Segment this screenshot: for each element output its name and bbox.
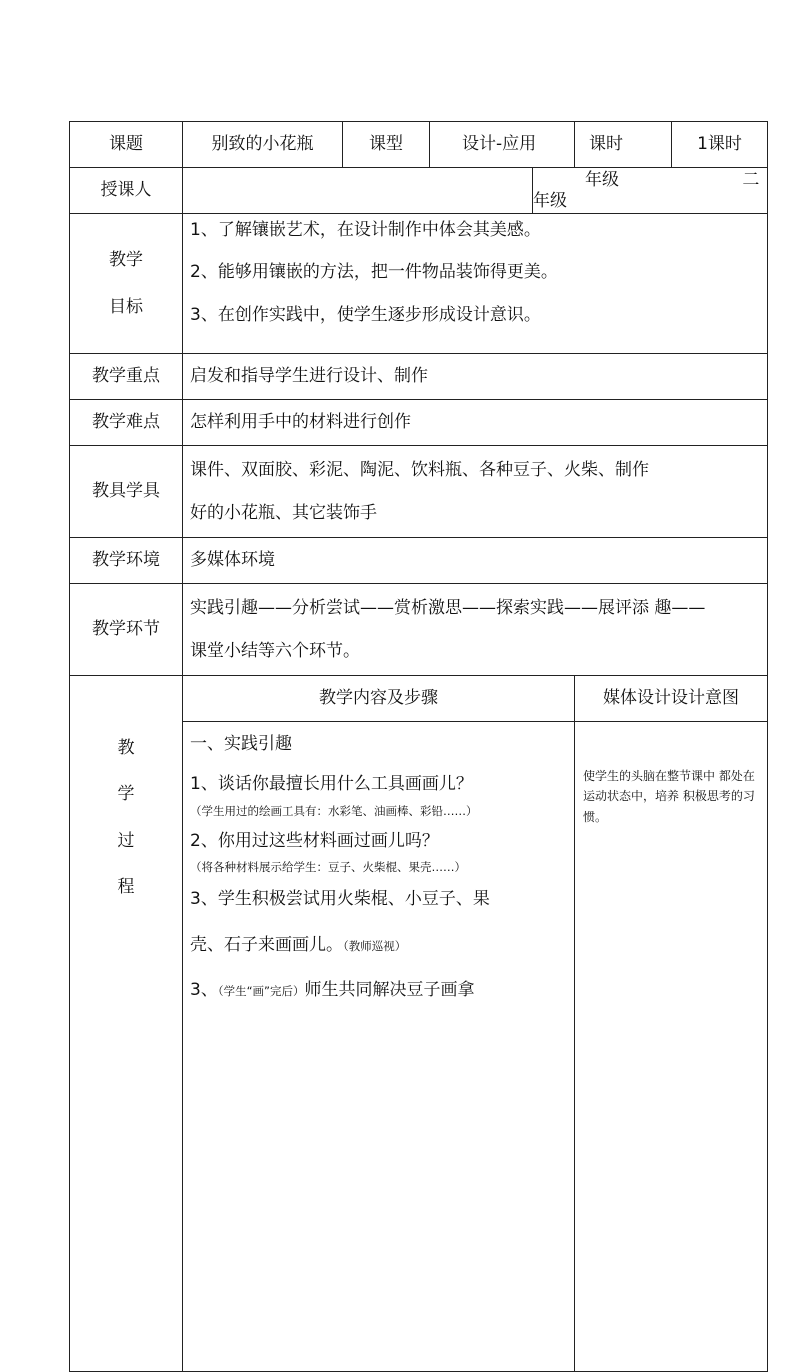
step-2-note: （将各种材料展示给学生：豆子、火柴棍、果壳……） <box>190 859 466 874</box>
step-1: 1、谈话你最擅长用什么工具画画儿？ <box>190 774 473 795</box>
step-2: 2、你用过这些材料画过画儿吗？ <box>190 830 439 851</box>
row-teacher <box>70 168 768 214</box>
goals-label-line-2: 目标 <box>109 296 143 317</box>
environment-value: 多媒体环境 <box>183 538 768 584</box>
media-note: 使学生的头脑在整节课中 都处在运动状态中，培养 积极思考的习惯。 <box>583 769 755 824</box>
process-label-char: 学 <box>117 784 135 805</box>
media-header: 媒体设计设计意图 <box>575 676 768 722</box>
type-label: 课型 <box>343 122 430 168</box>
difficulty-value: 怎样利用手中的材料进行创作 <box>183 400 768 446</box>
topic-label: 课题 <box>70 122 183 168</box>
stages-label: 教学环节 <box>70 584 183 676</box>
teacher-label: 授课人 <box>70 168 183 214</box>
step-4 <box>190 980 574 1000</box>
row-tools <box>70 446 768 538</box>
tools-line-2: 好的小花瓶、其它装饰手 <box>190 502 377 523</box>
process-content <box>183 722 575 1372</box>
row-topic <box>70 122 768 168</box>
media-cell <box>575 722 768 1372</box>
goal-item: 3、在创作实践中，使学生逐步形成设计意识。 <box>190 304 541 325</box>
process-label-char: 教 <box>117 738 135 758</box>
row-difficulty <box>70 400 768 446</box>
step-1-note: （学生用过的绘画工具有：水彩笔、油画棒、彩铅……） <box>190 803 478 818</box>
section-title: 一、实践引趣 <box>190 734 292 754</box>
stages-line-2: 课堂小结等六个环节。 <box>190 640 360 661</box>
period-label: 课时 <box>575 122 672 168</box>
step-4-text: 师生共同解决豆子画拿 <box>304 979 475 1000</box>
goals-label <box>70 214 183 354</box>
step-4-note: （学生“画”完后） <box>217 983 305 998</box>
grade-label: 年级 <box>585 170 619 191</box>
grade-value: 二年级 <box>533 170 760 211</box>
goal-item: 1、了解镶嵌艺术，在设计制作中体会其美感。 <box>190 220 541 240</box>
period-value: 1课时 <box>672 122 768 168</box>
teacher-value <box>183 168 533 214</box>
row-goals <box>70 214 768 354</box>
tools-line-1: 课件、双面胶、彩泥、陶泥、饮料瓶、各种豆子、火柴、制作 <box>190 460 649 481</box>
process-label-char: 程 <box>117 877 135 898</box>
row-process-header <box>70 676 768 722</box>
step-3-line-1: 3、学生积极尝试用火柴棍、小豆子、果 <box>190 888 490 909</box>
stages-line-1: 实践引趣——分析尝试——赏析激思——探索实践——展评添 趣—— <box>190 598 706 619</box>
lesson-plan-table <box>69 121 768 1372</box>
process-label-char: 过 <box>117 830 135 851</box>
key-point-value: 启发和指导学生进行设计、制作 <box>183 354 768 400</box>
topic-value: 别致的小花瓶 <box>183 122 343 168</box>
type-value: 设计-应用 <box>430 122 575 168</box>
process-label <box>70 676 183 1372</box>
goals-list <box>183 214 768 354</box>
content-header: 教学内容及步骤 <box>183 676 575 722</box>
row-stages <box>70 584 768 676</box>
step-4-num: 3、 <box>190 979 218 1000</box>
row-key-point <box>70 354 768 400</box>
step-3-line-2-wrap <box>190 935 574 955</box>
stages-value <box>183 584 768 676</box>
goals-label-line-1: 教学 <box>109 250 143 271</box>
grade-cell <box>533 168 768 214</box>
tools-value <box>183 446 768 538</box>
tools-label: 教具学具 <box>70 446 183 538</box>
row-environment <box>70 538 768 584</box>
step-3-note: （教师巡视） <box>343 939 407 954</box>
difficulty-label: 教学难点 <box>70 400 183 446</box>
key-point-label: 教学重点 <box>70 354 183 400</box>
environment-label: 教学环境 <box>70 538 183 584</box>
goal-item: 2、能够用镶嵌的方法，把一件物品装饰得更美。 <box>190 262 558 283</box>
step-3-line-2: 壳、石子来画画儿。 <box>190 935 343 956</box>
